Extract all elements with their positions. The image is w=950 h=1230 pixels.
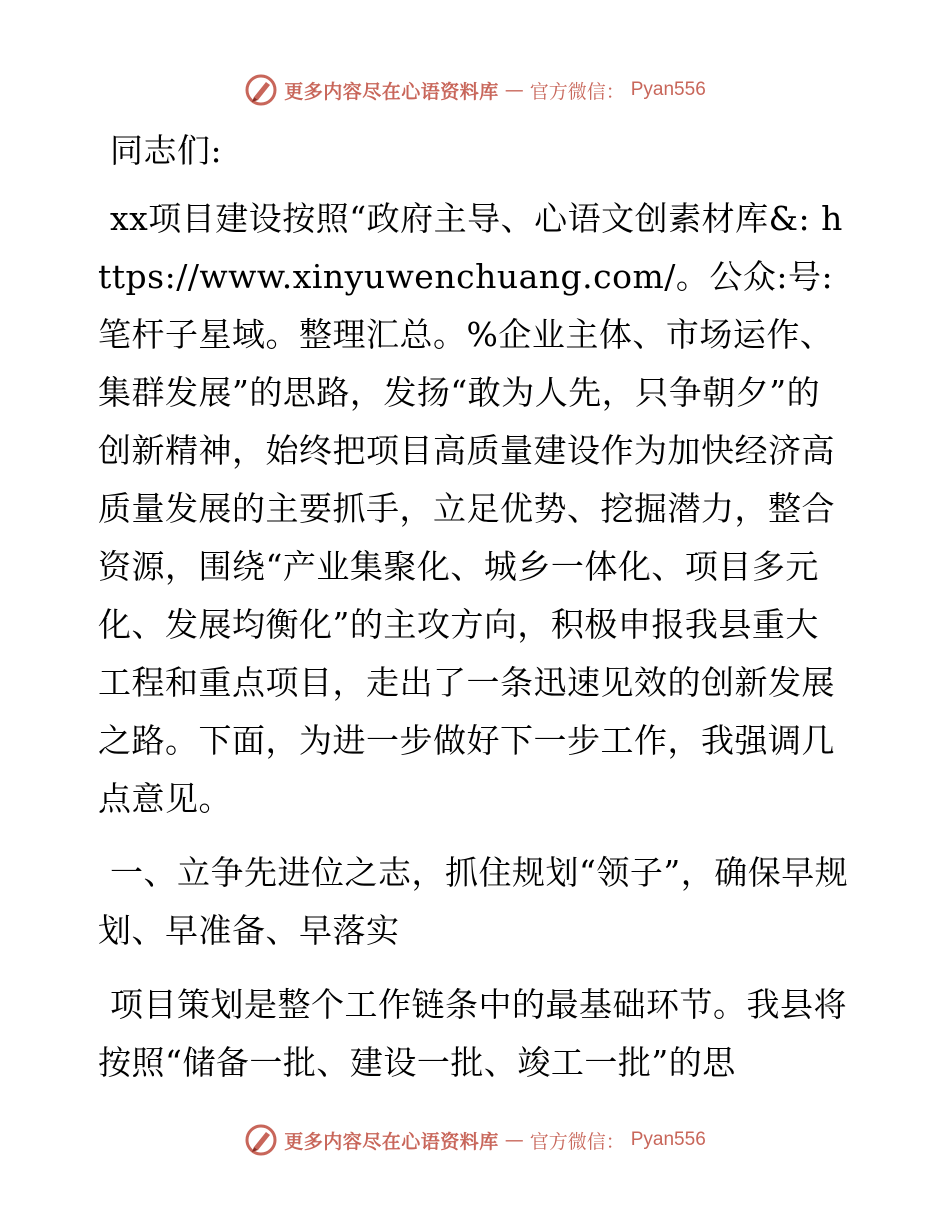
watermark-id: Pyan556 — [630, 1129, 706, 1150]
watermark-separator: — — [504, 79, 524, 101]
document-body — [98, 122, 850, 1092]
header-watermark — [0, 70, 950, 110]
greeting: 同志们: — [110, 131, 223, 170]
paragraph-intro: xx项目建设按照“政府主导、心语文创素材库&: https://www.xinyuwenchuang.com/。公众:号: 笔杆子星域。整理汇总。%企业主体、市场运作、集群发展”的思路，发扬“敢为人先，只争朝夕”的创新精神，始终把项目高质量建设作为加快经济高质量发展的主要抓手，立足优势、挖掘潜力，整合资源，围绕“产业集聚化、城乡一体化、项目多元化、发展均衡化”的主攻方向，积极申报我县重大工程和重点项目，走出了一条迅速见效的创新发展之路。下面，为进一步做好下一步工作，我强调几点意见。 — [98, 199, 843, 818]
watermark-id: Pyan556 — [630, 79, 706, 100]
watermark-sub-text: 官方微信： — [529, 1130, 625, 1153]
footer-watermark — [0, 1120, 950, 1160]
watermark-main-text: 更多内容尽在心语资料库 — [284, 80, 499, 103]
section-heading-1: 一、立争先进位之志，抓住规划“领子”，确保早规划、早准备、早落实 — [98, 853, 849, 950]
watermark-sub-text: 官方微信： — [529, 80, 625, 103]
pen-logo-icon — [244, 73, 278, 107]
paragraph-section-1: 项目策划是整个工作链条中的最基础环节。我县将按照“储备一批、建设一批、竣工一批”的思 — [98, 985, 847, 1082]
watermark-main-text: 更多内容尽在心语资料库 — [284, 1130, 499, 1153]
watermark-separator: — — [504, 1129, 524, 1151]
pen-logo-icon — [244, 1123, 278, 1157]
